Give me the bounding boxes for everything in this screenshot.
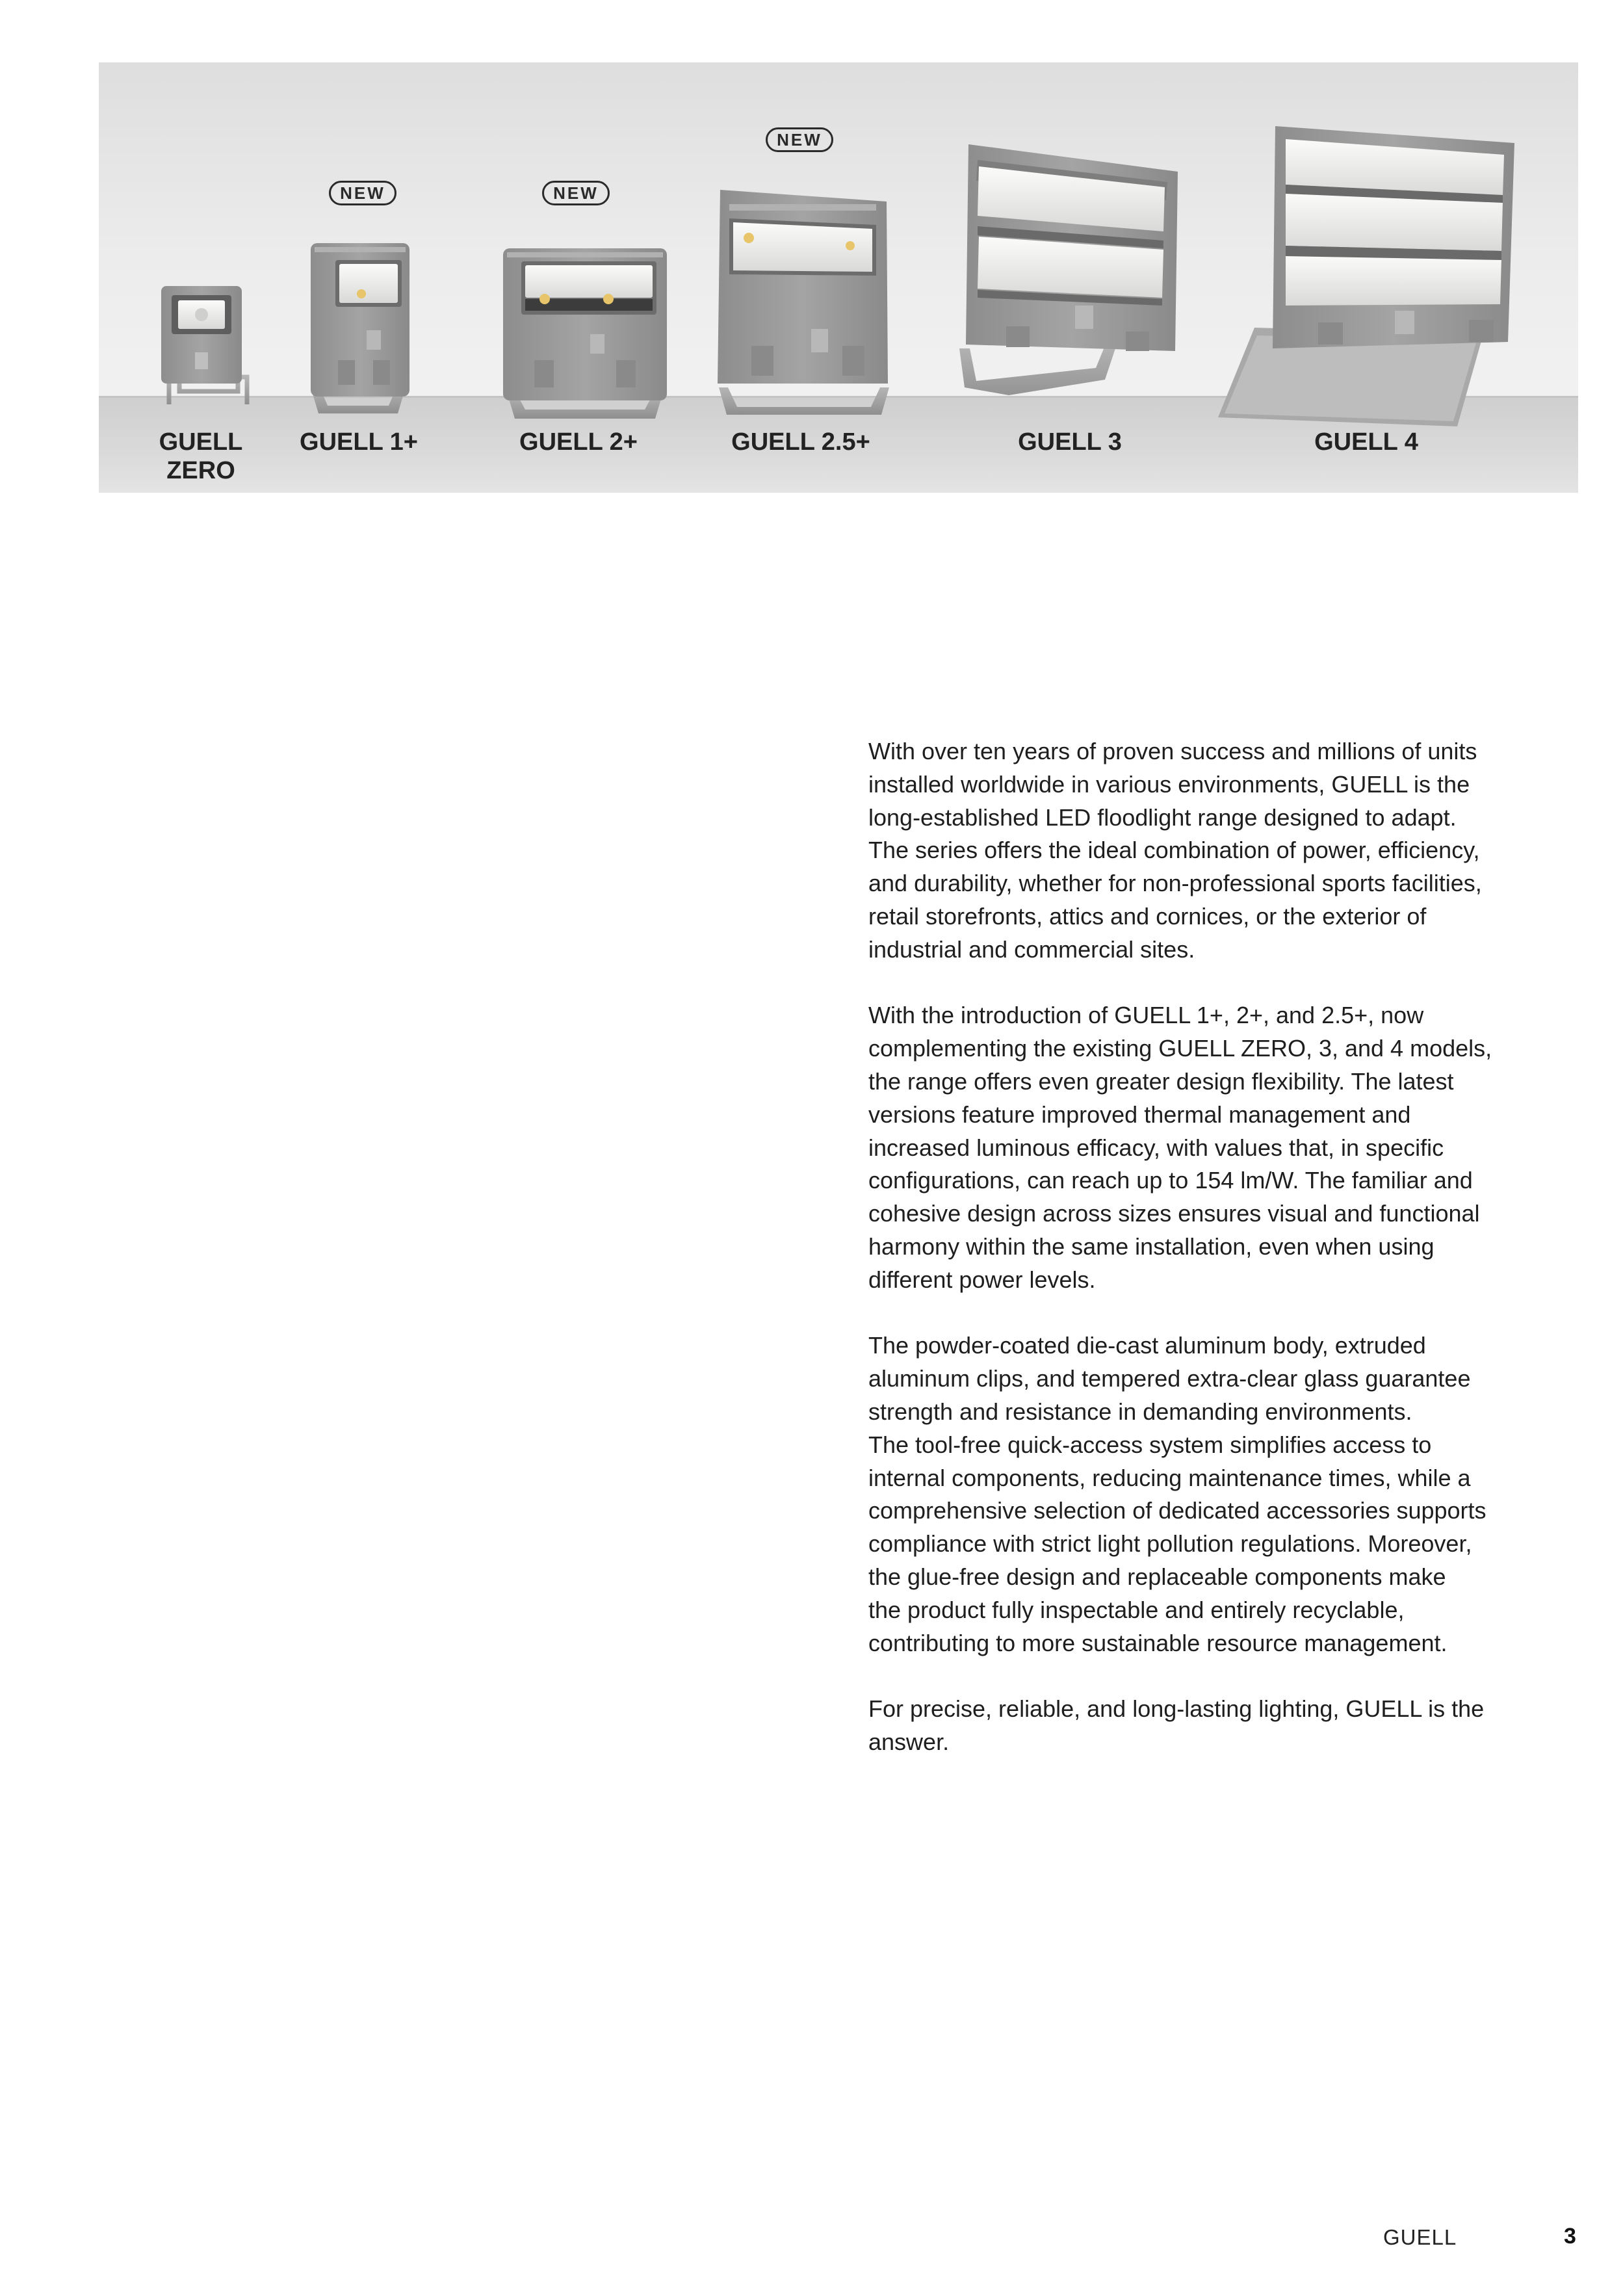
footer-brand: GUELL xyxy=(1383,2225,1457,2249)
new-badge-guell-1-plus: NEW xyxy=(329,181,396,205)
guell-3-floodlight xyxy=(959,144,1178,395)
product-banner xyxy=(99,62,1578,493)
paragraph-new-models: With the introduction of GUELL 1+, 2+, and 2.5+, now complementing the existing GUELL ZERO, 3, and 4 models, the range offers even greater design flexibility. The latest versions feature improved thermal management and increased luminous efficacy, with values that, in specific configurations, can reach up to 154 lm/W. The familiar and cohesive design across sizes ensures visual and functional harmony within the same installation, even when using different power levels. xyxy=(868,1002,1492,1293)
model-label-line2: ZERO xyxy=(166,457,235,484)
model-label-guell-2-5-plus xyxy=(716,428,885,456)
guell-zero-floodlight xyxy=(161,286,247,404)
model-label-line1: GUELL 3 xyxy=(1018,428,1122,456)
model-label-line1: GUELL 1+ xyxy=(300,428,418,456)
new-badge-guell-2-plus: NEW xyxy=(542,181,610,205)
model-label-guell-3 xyxy=(992,428,1148,456)
model-label-guell-4 xyxy=(1288,428,1444,456)
paragraph-materials: The powder-coated die-cast aluminum body, extruded aluminum clips, and tempered extra-clear glass guarantee strength and resistance in demanding environments. The tool-free quick-access system simplifies access to internal components, reducing maintenance times, while a comprehensive selection of dedicated accessories supports compliance with strict light pollution regulations. Moreover, the glue-free design and replaceable components make the product fully inspectable and entirely recyclable, contributing to more sustainable resource management. xyxy=(868,1332,1487,1656)
body-text xyxy=(868,735,1583,1792)
guell-2-plus-floodlight xyxy=(503,248,667,419)
model-label-guell-zero xyxy=(146,428,256,485)
model-label-line1: GUELL 4 xyxy=(1314,428,1418,456)
new-badge-guell-2-5-plus: NEW xyxy=(766,127,833,152)
model-label-line1: GUELL 2+ xyxy=(519,428,638,456)
guell-4-floodlight xyxy=(1218,126,1514,426)
page-number: 3 xyxy=(1564,2224,1576,2249)
paragraph-conclusion: For precise, reliable, and long-lasting lighting, GUELL is the answer. xyxy=(868,1695,1485,1755)
guell-2-5-plus-floodlight xyxy=(718,190,889,415)
model-label-guell-2-plus xyxy=(500,428,656,456)
paragraph-intro: With over ten years of proven success and millions of units installed worldwide in various environments, GUELL is the long-established LED floodlight range designed to adapt. The series offers the ideal combination of power, efficiency, and durability, whether for non-professional sports facilities, retail storefronts, attics and cornices, or the exterior of industrial and commercial sites. xyxy=(868,738,1482,963)
model-label-guell-1-plus xyxy=(287,428,430,456)
model-label-line1: GUELL xyxy=(159,428,243,456)
model-label-line1: GUELL 2.5+ xyxy=(731,428,870,456)
guell-1-plus-floodlight xyxy=(311,243,409,413)
